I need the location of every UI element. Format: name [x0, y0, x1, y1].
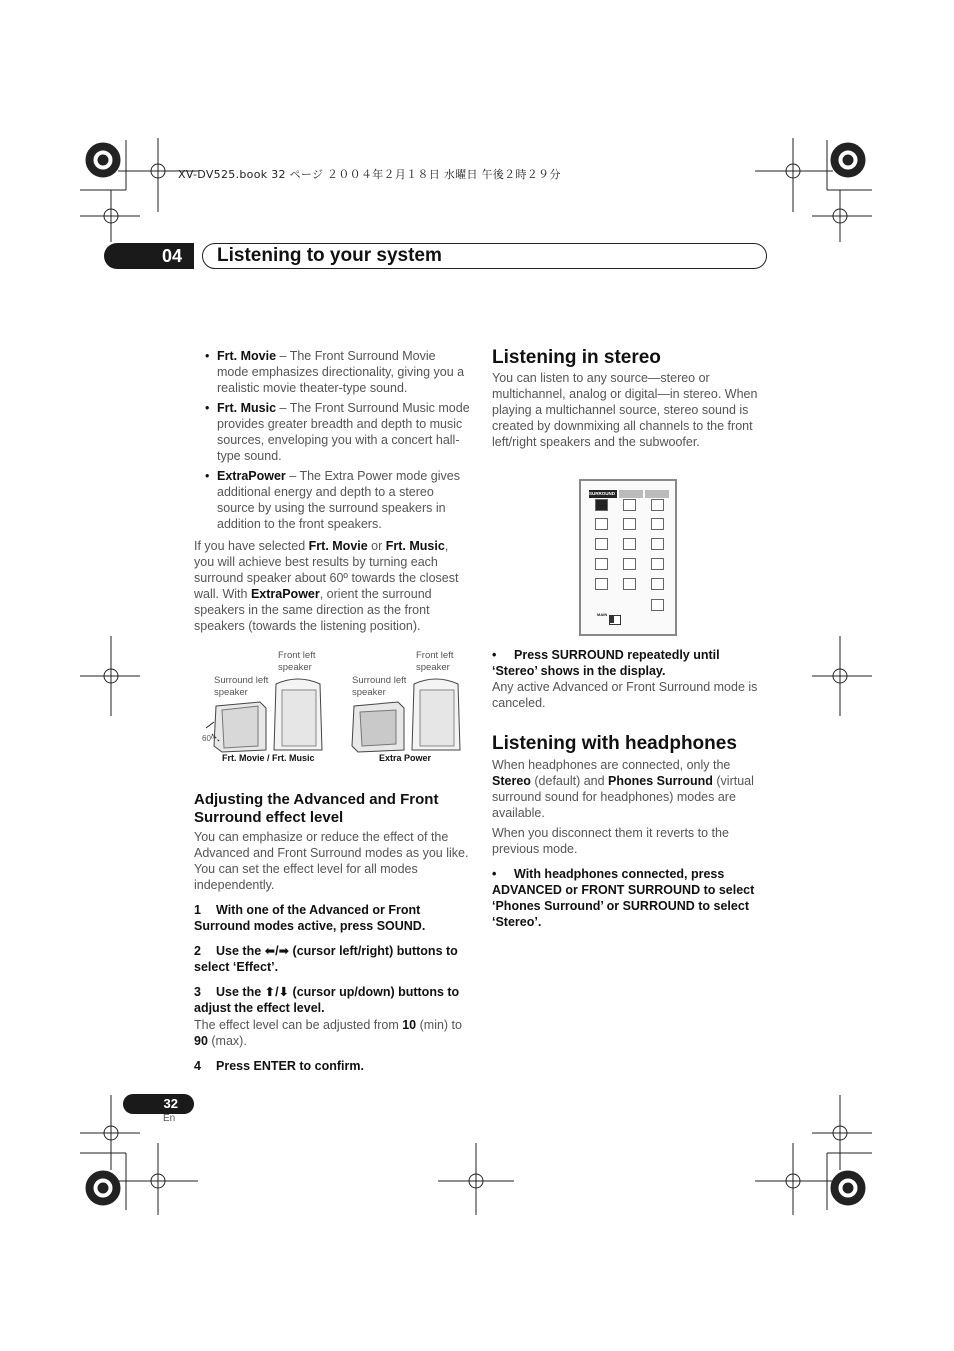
- front-left-speaker-label: Front left speaker: [416, 650, 454, 673]
- headphones-heading: Listening with headphones: [492, 733, 737, 754]
- list-item: • Frt. Music – The Front Surround Music mode provides greater breadth and depth to music sources, enveloping you with a concert hall-type sound.: [202, 400, 470, 464]
- main-switch-label: MAIN: [597, 612, 608, 617]
- figure-caption-left: Frt. Movie / Frt. Music: [222, 753, 315, 763]
- step-4: 4 Press ENTER to confirm.: [194, 1059, 364, 1073]
- chapter-number: 04: [104, 243, 194, 269]
- page-number: 32: [123, 1094, 194, 1114]
- step-3: 3 Use the ⬆/⬇ (cursor up/down) buttons to adjust the effect level.: [194, 985, 460, 1015]
- stereo-heading: Listening in stereo: [492, 347, 661, 368]
- speaker-orientation-paragraph: If you have selected Frt. Movie or Frt. Music, you will achieve best results by turning each surround speaker about 60º towards the closest wall. With ExtraPower, orient the surround speakers in the same direction as the front speakers (towards the listening position).: [194, 539, 459, 633]
- page-language: En: [163, 1113, 176, 1124]
- headphones-paragraph-1: When headphones are connected, only the Stereo (default) and Phones Surround (virtual surround sound for headphones) modes are available.: [492, 758, 754, 820]
- remote-control-illustration: [579, 479, 677, 636]
- stereo-note: Any active Advanced or Front Surround mode is canceled.: [492, 680, 758, 710]
- adjust-effect-paragraph: You can emphasize or reduce the effect of the Advanced and Front Surround modes as you like. You can set the effect level for all modes independently.: [194, 830, 469, 892]
- angle-label: 60º: [202, 734, 214, 743]
- effect-level-note: The effect level can be adjusted from 10 (min) to 90 (max).: [194, 1018, 462, 1048]
- figure-caption-right: Extra Power: [379, 753, 432, 763]
- surround-left-speaker-label: Surround left speaker: [352, 675, 407, 698]
- stereo-paragraph: You can listen to any source—stereo or multichannel, analog or digital—in stereo. When playing a multichannel source, stereo sound is created by downmixing all channels to the front left/right speakers and the subwoofer.: [492, 371, 758, 449]
- cursor-up-down-icon: ⬆/⬇: [264, 985, 290, 999]
- list-item: • Frt. Movie – The Front Surround Movie mode emphasizes directionality, giving you a realistic movie theater-type sound.: [202, 348, 470, 396]
- surround-mode-list: [202, 348, 470, 536]
- list-item: • ExtraPower – The Extra Power mode gives additional energy and depth to a stereo source by using the surround speakers in addition to the front speakers.: [202, 468, 470, 532]
- headphones-step: • With headphones connected, press ADVANCED or FRONT SURROUND to select ‘Phones Surround’ or SURROUND to select ‘Stereo’.: [492, 867, 755, 929]
- surround-left-speaker-label: Surround left speaker: [214, 675, 269, 698]
- adjust-effect-heading: Adjusting the Advanced and Front Surround effect level: [194, 791, 439, 826]
- speaker-placement-illustration: [200, 672, 470, 757]
- headphones-paragraph-2: When you disconnect them it reverts to the previous mode.: [492, 826, 729, 856]
- file-info-line: XV-DV525.book 32 ページ ２００４年２月１８日 水曜日 午後２時２９分: [178, 168, 561, 181]
- surround-button-label: SURROUND: [589, 491, 616, 496]
- step-2: 2 Use the ⬅/➡ (cursor left/right) buttons to select ‘Effect’.: [194, 944, 458, 974]
- stereo-step: • Press SURROUND repeatedly until ‘Stereo’ shows in the display.: [492, 648, 720, 678]
- front-left-speaker-label: Front left speaker: [278, 650, 316, 673]
- chapter-title: Listening to your system: [217, 245, 442, 266]
- cursor-left-right-icon: ⬅/➡: [264, 944, 290, 958]
- surround-button: [595, 499, 608, 511]
- step-1: 1 With one of the Advanced or Front Surround modes active, press SOUND.: [194, 903, 426, 933]
